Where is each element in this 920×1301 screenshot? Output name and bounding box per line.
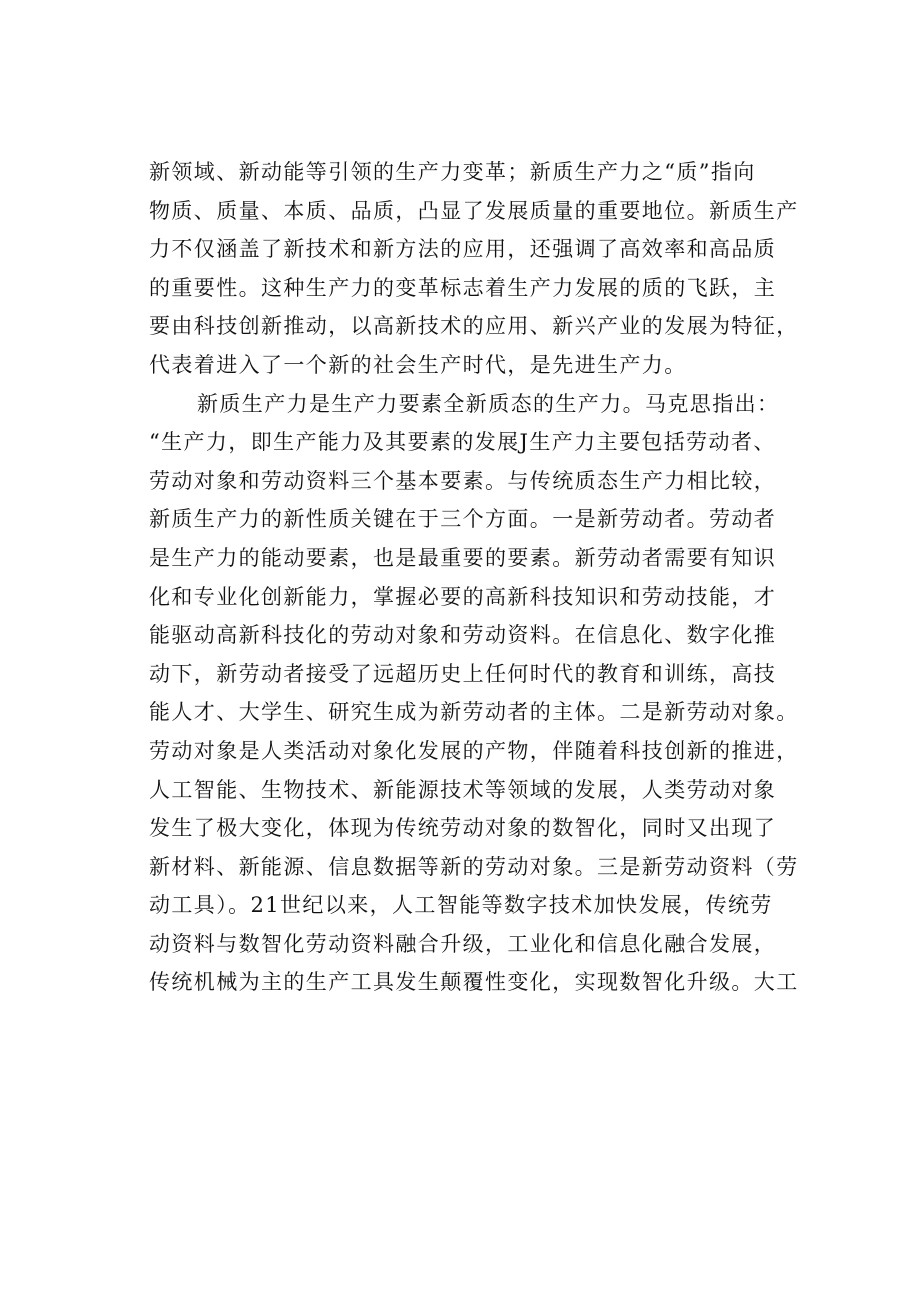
text-line: 代表着进入了一个新的社会生产时代，是先进生产力。 [149,352,687,377]
document-body [149,153,829,1002]
text-line: 发生了极大变化，体现为传统劳动对象的数智化，同时又出现了 [149,816,777,841]
text-line: 新领域、新动能等引领的生产力变革；新质生产力之“质”指向 [149,160,756,184]
paragraph-2 [149,385,829,1003]
text-line: “生产力，即生产能力及其要素的发展J生产力主要包括劳动者、 [149,430,776,455]
text-line: 能驱动高新科技化的劳动对象和劳动资料。在信息化、数字化推 [149,623,777,648]
text-line: 是生产力的能动要素，也是最重要的要素。新劳动者需要有知识 [149,545,777,570]
text-line: 要由科技创新推动，以高新技术的应用、新兴产业的发展为特征， [149,314,799,339]
text-line: 的重要性。这种生产力的变革标志着生产力发展的质的飞跃，主 [149,275,777,300]
text-line: 人工智能、生物技术、新能源技术等领域的发展，人类劳动对象 [149,777,777,802]
text-line: 新材料、新能源、信息数据等新的劳动对象。三是新劳动资料（劳 [149,854,799,879]
text-line: 化和专业化创新能力，掌握必要的高新科技知识和劳动技能，才 [149,584,777,609]
text-line: 动下，新劳动者接受了远超历史上任何时代的教育和训练，高技 [149,661,777,686]
text-line: 传统机械为主的生产工具发生颠覆性变化，实现数智化升级。大工 [149,970,799,995]
text-line: 劳动对象是人类活动对象化发展的产物，伴随着科技创新的推进， [149,738,799,763]
text-line: 物质、质量、本质、品质，凸显了发展质量的重要地位。新质生产 [149,198,799,223]
text-line: 新质生产力的新性质关键在于三个方面。一是新劳动者。劳动者 [149,507,777,532]
paragraph-1 [149,153,829,385]
text-line: 力不仅涵盖了新技术和新方法的应用，还强调了高效率和高品质 [149,237,777,262]
text-line: 能人才、大学生、研究生成为新劳动者的主体。二是新劳动对象。 [149,700,799,725]
text-line: 动资料与数智化劳动资料融合升级，工业化和信息化融合发展， [149,931,777,956]
text-line: 动工具）。21世纪以来，人工智能等数字技术加快发展，传统劳 [149,893,773,918]
text-line: 劳动对象和劳动资料三个基本要素。与传统质态生产力相比较， [149,468,777,493]
text-line: 新质生产力是生产力要素全新质态的生产力。马克思指出： [197,391,780,416]
